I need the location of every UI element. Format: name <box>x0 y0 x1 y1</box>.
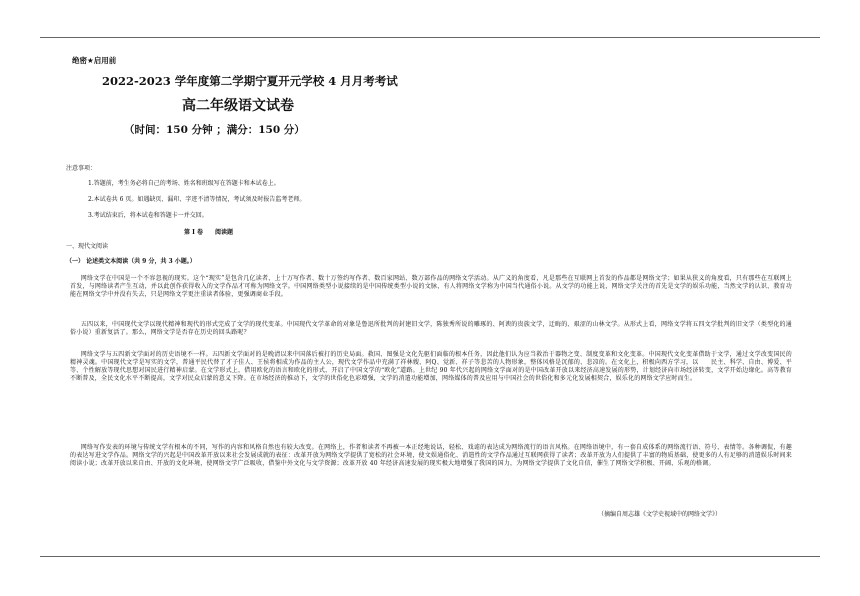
passage-paragraph: 五四以来，中国现代文学以现代精神和现代的形式完成了文学的现代变革。中国现代文学革命的对象是鲁迅所批判的封建旧文学，陈独秀所说的雕琢的、阿谀的贵族文学，迂晦的、艰涩的山林文学。从形式上看，网络文学将五四文学批判的旧文学（类型化的通俗小说）重新复活了。那么，网络文学是否存在历史的回头路呢？ <box>70 321 792 336</box>
passage-paragraph: 网络写作发表的环境与传统文学有根本的不同，写作的内容和风格自然也有较大改变。在网络上，作者和读者不再被一本正经地说话，轻松、戏谑的表达成为网络流行的语言风格。在网络语境中，有一套自成体系的网络流行语、符号、表情等。各种调侃，有趣的表达写进文学作品。网络文学的兴起是中国改革开放以来社会发展成就的表征：改革开放为网络文学提供了宽松的社会环境，使文娱通俗化、消遣性的文学作品通过互联网获得了读者；改革开放为人们提供了丰富的物质基础，使更多的人有足够的消遣娱乐时间来阅读小说；改革开放以来自由、开放的文化环境，使网络文学广泛吸收，借鉴中外文化与文学资源；改革开放 40 年经济高速发展的现实极大地增强了我国的国力，为网络文学提供了文化自信，催生了网络文学积极、开阔、乐观的格调。 <box>70 444 792 467</box>
section-heading: 一、现代文阅读 <box>66 243 109 250</box>
notes-heading: 注意事项： <box>66 165 97 172</box>
paper-title: 高二年级语文试卷 <box>182 98 294 114</box>
passage-paragraph: 网络文学与五四新文学面对的历史语境不一样。五四新文学面对的是晚清以来中国落后被打的历史局面。救国、图强是文化先驱们面临的根本任务，因此他们认为应当救治于器物之变、制度变革和文化变革。中国现代文化变革借助于文学，通过文学改变国民的精神灵魂。中国现代文学是写实的文学，普通平民代替了才子佳人、王侯将相成为作品的主人公，现代文学作品中充满了祥林嫂、阿Q、觉新、祥子等悲苦的人物形象，整体风格是沉郁的、悲凉的。在文化上，积极向西方学习，以 民主、科学、自由、博爱、平等、个性解放等现代思想对国民进行精神启蒙。在文学形式上，借用欧化的语言和欧化的形式，开启了中国文学的“欧化”道路。上世纪 90 年代兴起的网络文学面对的是中国改革开放以来经济高速发展的形势，计划经济向市场经济转变，文学开始边缘化。高等教育不断普及，全民文化水平不断提高，文学对民众启蒙的意义下降。在市场经济的推动下，文学的世俗化色彩增强，文学的消遣功能增加，网络媒体的普及应用与中国社会的世俗化和多元化发展相契合，娱乐化的网络文学应时而生。 <box>70 351 792 382</box>
confidential-mark: 绝密★启用前 <box>72 56 117 65</box>
passage-paragraph: 网络文学在中国是一个不容忽视的现实。这个“现实”是包含几亿读者、上十万写作者、数十万签约写作者、数百家网站、数万部作品的网络文学活动。从广义的角度看，凡是那些在互联网上首发的作品都是网络文学；如果从狭义的角度看，只有那些在互联网上首发，与网络读者产生互动，并以此创作获得收入的文学作品才可称为网络文学。中国网络类型小说接续的是中国传统类型小说的文脉，有人将网络文学称为中国当代通俗小说。从文学的功能上说，网络文学关注的首先是文学的娱乐功能，当然文学的认识、教育功能在网络文学中并没有失去，只是网络文学更注重读者体验，更强调商业手段。 <box>70 275 792 298</box>
note-item: 3.考试结束后，将本试卷和答题卡一并交回。 <box>88 212 208 219</box>
exam-title: 2022-2023 学年度第二学期宁夏开元学校 4 月月考考试 <box>102 74 398 88</box>
note-item: 1.答题前，考生务必将自己的考场、姓名和班级写在答题卡和本试卷上。 <box>88 180 280 187</box>
volume-heading: 第 I 卷 阅读题 <box>184 229 233 236</box>
footer-rule <box>40 556 820 557</box>
header-rule <box>40 37 820 38</box>
time-score-line: （时间：150 分钟 ；满分：150 分） <box>124 124 305 136</box>
subsection-heading: （一） 论述类文本阅读（共 9 分，共 3 小题。） <box>66 258 196 265</box>
passage-source: （摘编自周志雄《文学史视域中的网络文学》） <box>598 511 722 518</box>
note-item: 2.本试卷共 6 页。如遇缺页、漏印、字迹不清等情况，考试须及时报告监考老师。 <box>88 196 306 203</box>
